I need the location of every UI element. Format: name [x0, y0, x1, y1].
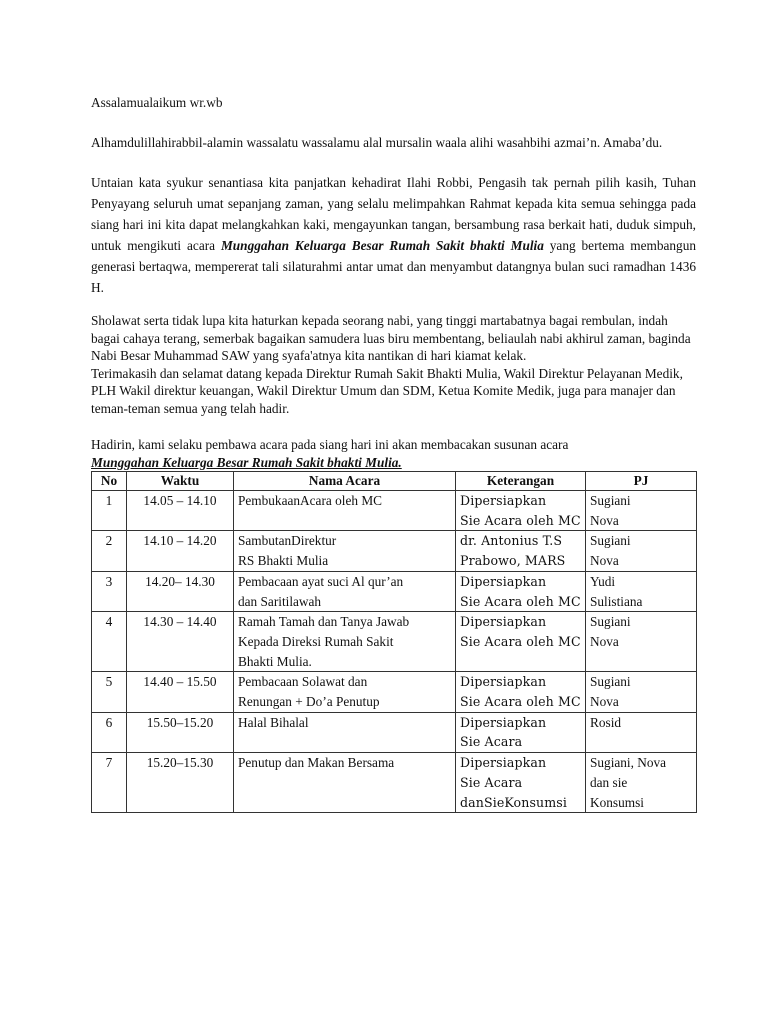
cell-no: 1 — [92, 491, 127, 531]
cell-pj — [586, 753, 697, 813]
cell-acara — [234, 712, 456, 752]
cell-line: Sie Acara oleh MC — [460, 694, 581, 710]
cell-ket — [456, 712, 586, 752]
cell-no: 5 — [92, 672, 127, 712]
header-keterangan: Keterangan — [456, 472, 586, 491]
cell-waktu: 14.10 – 14.20 — [127, 531, 234, 571]
cell-line: Sulistiana — [590, 593, 643, 609]
cell-line: Sie Acara — [460, 774, 523, 790]
cell-no: 4 — [92, 612, 127, 672]
cell-pj — [586, 712, 697, 752]
cell-pj — [586, 612, 697, 672]
cell-line: Konsumsi — [590, 794, 644, 810]
cell-line: Sugiani — [590, 614, 631, 630]
cell-line: Sugiani — [590, 674, 631, 690]
table-row — [92, 571, 697, 611]
table-header-row — [92, 472, 697, 491]
cell-line: Dipersiapkan — [460, 573, 547, 589]
cell-line: Dipersiapkan — [460, 614, 547, 630]
schedule-table-body — [92, 491, 697, 813]
cell-pj — [586, 571, 697, 611]
gratitude-text-before: Untaian kata syukur senantiasa kita panjatkan kehadirat Ilahi Robbi, Pengasih tak pernah pilih kasih, Tuhan Penyayang seluruh umat sepanjang zaman, yang selalu melimpahkan Rahmat kepada kita semua sehingga pada siang hari ini kita dapat melangkahkan kaki, mengayunkan tangan, bersambung rasa berkait hati, duduk simpuh, untuk mengikuti acara — [91, 175, 696, 253]
cell-waktu: 14.20– 14.30 — [127, 571, 234, 611]
cell-pj — [586, 672, 697, 712]
cell-line: Dipersiapkan — [460, 674, 547, 690]
event-title: Munggahan Keluarga Besar Rumah Sakit bhakti Mulia. — [91, 454, 402, 470]
header-pj: PJ — [586, 472, 697, 491]
cell-waktu: 14.30 – 14.40 — [127, 612, 234, 672]
cell-line: Sugiani — [590, 533, 631, 549]
cell-line: Halal Bihalal — [238, 714, 309, 730]
cell-acara — [234, 672, 456, 712]
cell-no: 2 — [92, 531, 127, 571]
welcome-paragraph: Terimakasih dan selamat datang kepada Direktur Rumah Sakit Bhakti Mulia, Wakil Direktur Pelayanan Medik, PLH Wakil direktur keuangan, Wakil Direktur Umum dan SDM, Ketua Komite Medik, juga para manajer dan teman-teman semua yang telah hadir. — [91, 365, 683, 416]
header-waktu: Waktu — [127, 472, 234, 491]
cell-no: 7 — [92, 753, 127, 813]
sholawat-paragraph: Sholawat serta tidak lupa kita haturkan kepada seorang nabi, yang tinggi martabatnya bagai rembulan, indah bagai cahaya terang, semerbak bagaikan samudera luas biru membentang, beliaulah nabi akhirul zaman, baginda Nabi Besar Muhammad SAW yang syafa'atnya kita nantikan di hari kiamat kelak. — [91, 313, 691, 363]
cell-line: Sie Acara oleh MC — [460, 512, 581, 528]
table-row — [92, 712, 697, 752]
cell-line: Dipersiapkan — [460, 714, 547, 730]
cell-ket — [456, 612, 586, 672]
cell-line: Nova — [590, 512, 619, 528]
cell-line: dr. Antonius T.S — [460, 533, 563, 549]
cell-pj — [586, 531, 697, 571]
cell-acara — [234, 491, 456, 531]
event-name-emphasis: Munggahan Keluarga Besar Rumah Sakit bhakti Mulia — [220, 238, 544, 253]
cell-line: Nova — [590, 694, 619, 710]
cell-line: SambutanDirektur — [238, 533, 337, 549]
cell-ket — [456, 531, 586, 571]
cell-line: Dipersiapkan — [460, 755, 547, 771]
cell-acara — [234, 753, 456, 813]
cell-line: Yudi — [590, 573, 616, 589]
cell-line: Sie Acara — [460, 734, 523, 750]
cell-line: Kepada Direksi Rumah Sakit — [238, 633, 394, 649]
opening-paragraph: Alhamdulillahirabbil-alamin wassalatu wassalamu alal mursalin waala alihi wasahbihi azmai’n. Amaba’du. — [91, 135, 663, 150]
cell-line: dan sie — [590, 774, 628, 790]
cell-line: danSieKonsumsi — [460, 794, 567, 810]
cell-line: Pembacaan Solawat dan — [238, 674, 368, 690]
header-no: No — [92, 472, 127, 491]
cell-line: Sugiani, Nova — [590, 755, 667, 771]
cell-acara — [234, 531, 456, 571]
cell-line: Ramah Tamah dan Tanya Jawab — [238, 614, 410, 630]
cell-waktu: 15.50–15.20 — [127, 712, 234, 752]
cell-line: PembukaanAcara oleh MC — [238, 493, 383, 508]
cell-ket — [456, 571, 586, 611]
cell-line: Pembacaan ayat suci Al qur’an — [238, 573, 404, 589]
greeting: Assalamualaikum wr.wb — [91, 95, 223, 110]
cell-waktu: 14.40 – 15.50 — [127, 672, 234, 712]
cell-line: Penutup dan Makan Bersama — [238, 755, 395, 771]
cell-ket — [456, 672, 586, 712]
cell-line: Sugiani — [590, 493, 631, 508]
table-row — [92, 531, 697, 571]
cell-line: Rosid — [590, 714, 622, 730]
document-page — [91, 92, 696, 813]
cell-line: Bhakti Mulia. — [238, 653, 312, 669]
cell-acara — [234, 612, 456, 672]
schedule-table — [91, 471, 697, 813]
cell-line: Renungan + Do’a Penutup — [238, 694, 380, 710]
cell-line: Sie Acara oleh MC — [460, 593, 581, 609]
cell-line: dan Saritilawah — [238, 593, 322, 609]
cell-no: 3 — [92, 571, 127, 611]
table-row — [92, 612, 697, 672]
gratitude-text-after: yang bertema membangun generasi bertaqwa, mempererat tali silaturahmi antar umat dan menyambut datangnya bulan suci ramadhan 1436 H. — [91, 238, 696, 295]
cell-ket — [456, 491, 586, 531]
gratitude-paragraph — [91, 172, 696, 298]
cell-pj — [586, 491, 697, 531]
schedule-intro: Hadirin, kami selaku pembawa acara pada siang hari ini akan membacakan susunan acara — [91, 437, 569, 452]
table-row — [92, 491, 697, 531]
cell-line: RS Bhakti Mulia — [238, 553, 329, 569]
table-row — [92, 753, 697, 813]
table-row — [92, 672, 697, 712]
cell-ket — [456, 753, 586, 813]
cell-waktu: 15.20–15.30 — [127, 753, 234, 813]
cell-line: Nova — [590, 553, 619, 569]
cell-line: Nova — [590, 633, 619, 649]
cell-waktu: 14.05 – 14.10 — [127, 491, 234, 531]
cell-line: Prabowo, MARS — [460, 553, 566, 569]
cell-no: 6 — [92, 712, 127, 752]
cell-acara — [234, 571, 456, 611]
cell-line: Dipersiapkan — [460, 493, 547, 508]
header-nama-acara: Nama Acara — [234, 472, 456, 491]
cell-line: Sie Acara oleh MC — [460, 633, 581, 649]
